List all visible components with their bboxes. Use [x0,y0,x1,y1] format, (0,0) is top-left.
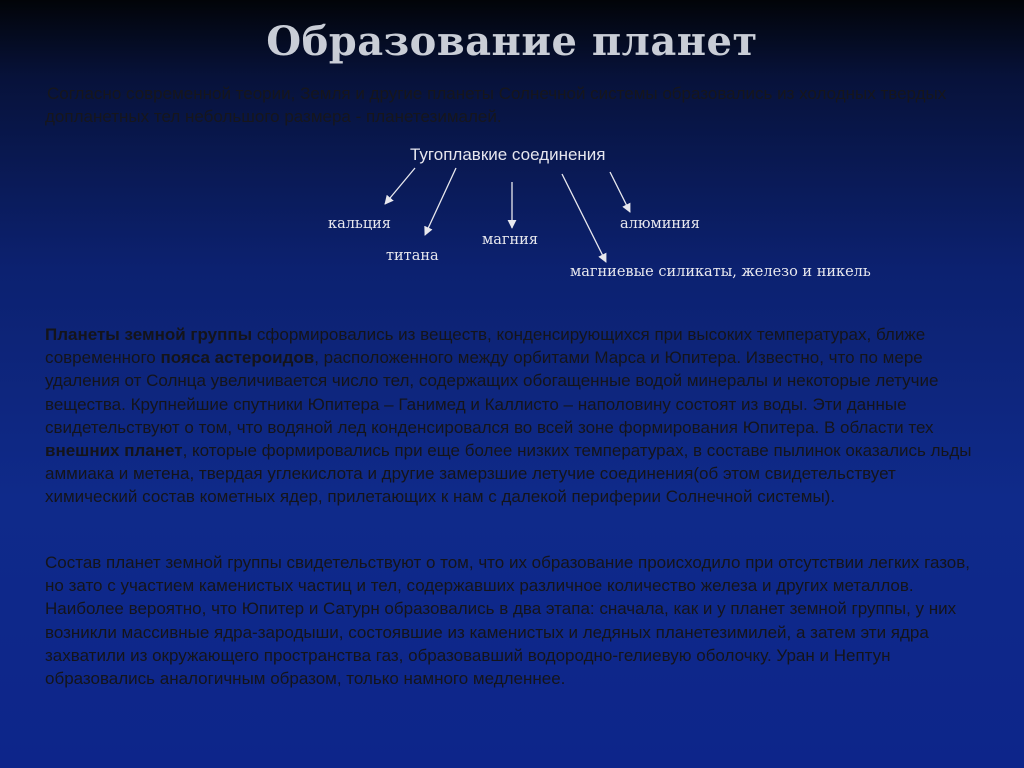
term-asteroid-belt: пояса астероидов [160,348,315,368]
slide-title: Образование планет [266,18,758,65]
diagram-item-titana: титана [386,248,439,264]
paragraph1-text-3: , которые формировались при еще более низких температурах, в составе пылинок оказались льды аммиака и метена, твердая углекислота и другие замерзшие летучие соединения(об этом свидетельствует химический состав кометных ядер, прилетающих к нам с далекой периферии Солнечной системы). [45,441,972,507]
paragraph1-text-2: , расположенного между орбитами Марса и Юпитера. Известно, что по мере удаления от Солнца увеличивается число тел, содержащих обогащенные водой минералы и некоторые летучие вещества. Крупнейшие спутники Юпитера – Ганимед и Каллисто – наполовину состоят из воды. Эти данные свидетельствуют о том, что водяной лед конденсировался во всей зоне формирования Юпитера. В области тех [45,348,939,437]
paragraph-terrestrial-planets [45,323,985,509]
arrow-to-alyuminiya [610,172,630,212]
diagram-root-label: Тугоплавкие соединения [410,145,606,164]
term-terrestrial-planets: Планеты земной группы [45,325,253,344]
diagram-item-alyuminiya: алюминия [620,216,700,232]
arrow-to-silikaty [562,174,606,262]
term-outer-planets: внешних планет [45,441,183,461]
intro-text: Согласно современной теории, Земля и другие планеты Солнечной системы образовались из холодных твердых допланетных тел небольшого размера - планетезималей. [45,84,947,126]
arrow-to-kalcia [385,168,415,204]
arrow-to-titana [425,168,456,235]
compounds-diagram [0,140,1024,300]
paragraph1-text-1: сформировались из веществ, конденсирующихся при высоких температурах, ближе современного [45,325,926,368]
paragraph-planet-composition: Состав планет земной группы свидетельствуют о том, что их образование происходило при отсутствии легких газов, но зато с участием каменистых частиц и тел, содержавших различное количество железа и других металлов. Наиболее вероятно, что Юпитер и Сатурн образовались в два этапа: сначала, как и у планет земной группы, у них возникли массивные ядра-зародыши, состоявшие из каменистых и ледяных планетезимилей, а затем эти ядра захватили из окружающего пространства газ, образовавший водородно-гелиевую оболочку. Уран и Нептун образовались аналогичным образом, только намного медленнее. [45,553,971,689]
diagram-item-magniya: магния [482,232,538,248]
diagram-item-kalcia: кальция [328,216,391,232]
diagram-item-silikaty: магниевые силикаты, железо и никель [570,264,871,280]
